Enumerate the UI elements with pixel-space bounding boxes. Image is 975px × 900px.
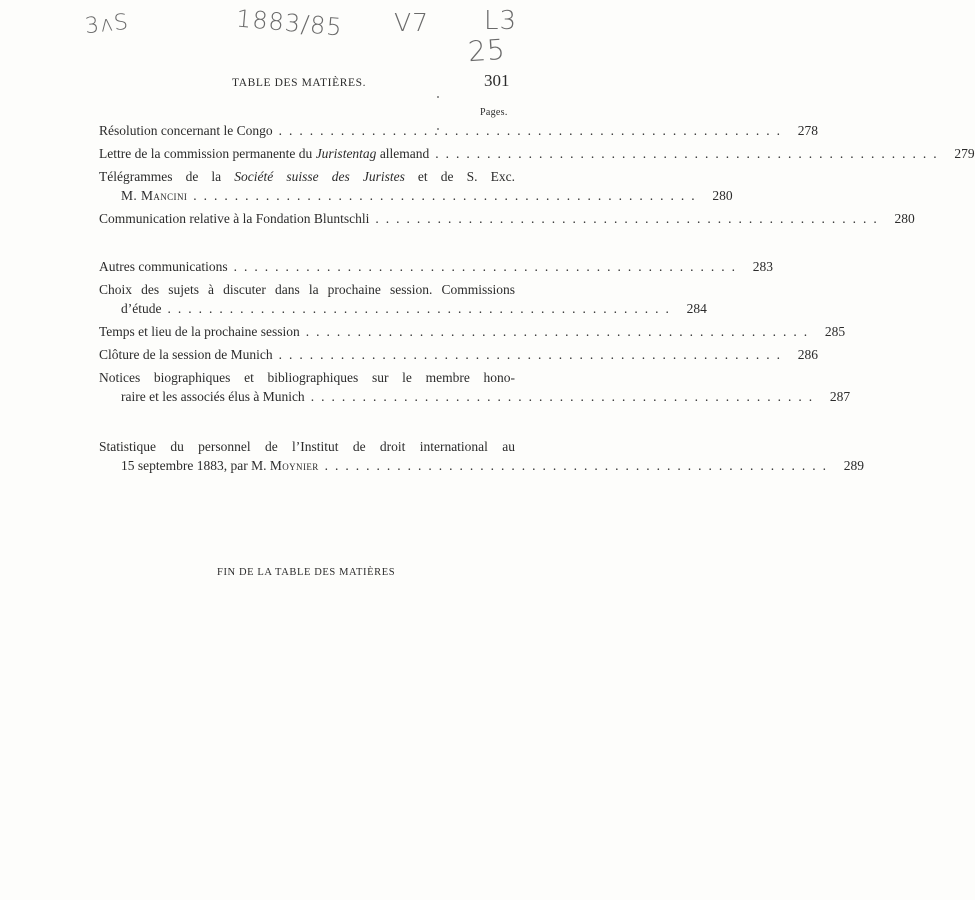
handwritten-note-1: 3ʌS bbox=[83, 9, 131, 40]
entry-page: 286 bbox=[797, 347, 818, 362]
page-number: 301 bbox=[484, 71, 510, 90]
toc-entry-telegrammes-line1: Télégrammes de la Société suisse des Juristes et de S. Exc. bbox=[99, 169, 515, 184]
dot-leader: ................................................. bbox=[193, 188, 702, 203]
entry-title: Lettre de la commission permanente du Juristentag allemand bbox=[99, 146, 430, 161]
entry-page: 289 bbox=[843, 458, 865, 473]
entry-title: d’étude bbox=[121, 301, 162, 316]
toc-entry-statistique bbox=[99, 456, 865, 475]
entry-title: raire et les associés élus à Munich bbox=[121, 389, 305, 404]
entry-page: 280 bbox=[712, 188, 733, 203]
toc-entry-choix bbox=[99, 299, 707, 318]
entry-title: M. Mancini bbox=[121, 188, 188, 203]
dot-leader: ................................................. bbox=[435, 146, 944, 161]
handwritten-note-5: 25 bbox=[466, 32, 507, 69]
dot-leader: ................................................. bbox=[310, 389, 820, 404]
entry-page: 280 bbox=[894, 211, 915, 226]
entry-title: Autres communications bbox=[99, 259, 228, 274]
toc-entry-statistique-line1: Statistique du personnel de l’Institut de droit international au bbox=[99, 439, 515, 454]
entry-page: 284 bbox=[686, 301, 707, 316]
dot-leader: ................................................. bbox=[167, 301, 676, 316]
toc-entry-cloture bbox=[99, 345, 818, 364]
entry-title: Temps et lieu de la prochaine session bbox=[99, 324, 300, 339]
toc-entry-telegrammes bbox=[99, 186, 733, 205]
toc-entry-notices bbox=[99, 387, 851, 406]
entry-title: Clôture de la session de Munich bbox=[99, 347, 273, 362]
dot-leader: ................................................. bbox=[233, 259, 742, 274]
dot-leader: ................................................. bbox=[324, 458, 834, 473]
toc-entry-congo bbox=[99, 121, 818, 140]
dot-leader: ................................................. bbox=[278, 123, 787, 138]
handwritten-note-4: L3 bbox=[484, 6, 518, 36]
table-of-contents bbox=[99, 121, 975, 475]
entry-page: 278 bbox=[797, 123, 818, 138]
running-head: TABLE DES MATIÈRES. bbox=[232, 77, 367, 89]
pages-column-label: Pages. bbox=[480, 107, 508, 118]
entry-page: 283 bbox=[752, 259, 773, 274]
entry-page: 285 bbox=[824, 324, 846, 339]
toc-entry-autres bbox=[99, 257, 773, 276]
toc-entry-notices-line1: Notices biographiques et bibliographiques sur le membre hono- bbox=[99, 370, 515, 385]
handwritten-note-2: 1883/85 bbox=[234, 4, 344, 42]
entry-page: 279 bbox=[954, 146, 975, 161]
toc-entry-bluntschli bbox=[99, 209, 915, 228]
handwritten-note-3: V7 bbox=[394, 8, 430, 37]
entry-page: 287 bbox=[829, 389, 851, 404]
entry-title: Résolution concernant le Congo bbox=[99, 123, 273, 138]
toc-entry-temps bbox=[99, 322, 846, 341]
dot-leader: ................................................. bbox=[305, 324, 815, 339]
toc-entry-lettre bbox=[99, 144, 975, 163]
end-of-table-note: FIN DE LA TABLE DES MATIÈRES bbox=[217, 567, 396, 578]
entry-title: 15 septembre 1883, par M. Moynier bbox=[121, 458, 319, 473]
toc-entry-choix-line1: Choix des sujets à discuter dans la prochaine session. Commissions bbox=[99, 282, 515, 297]
ink-speck bbox=[437, 96, 439, 98]
dot-leader: ................................................. bbox=[375, 211, 884, 226]
entry-title: Communication relative à la Fondation Bluntschli bbox=[99, 211, 370, 226]
dot-leader: ................................................. bbox=[278, 347, 787, 362]
